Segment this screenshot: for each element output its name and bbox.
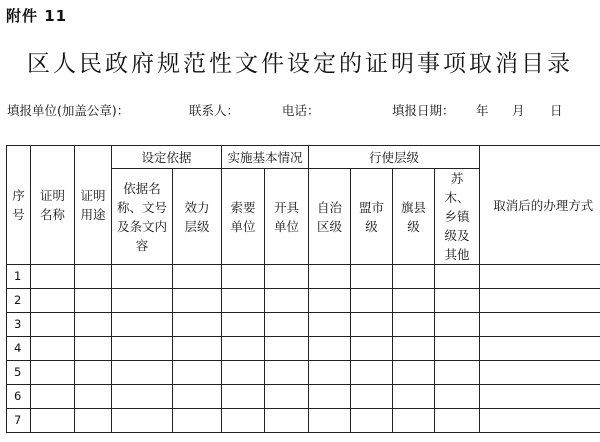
table-cell (265, 265, 309, 289)
table-cell (222, 337, 265, 361)
table-cell (173, 313, 222, 337)
table-cell (75, 409, 112, 433)
header-banner: 旗县级 (393, 169, 435, 265)
table-row (7, 337, 600, 361)
table-cell (75, 337, 112, 361)
header-town: 苏木、乡镇级及其他 (435, 169, 480, 265)
table-cell (75, 361, 112, 385)
table-cell (393, 289, 435, 313)
table-cell (393, 361, 435, 385)
header-group-impl: 实施基本情况 (222, 146, 309, 169)
row-number: 2 (7, 289, 31, 313)
table-cell (265, 313, 309, 337)
header-issue: 开具单位 (265, 169, 309, 265)
table-cell (31, 289, 75, 313)
table-cell (393, 313, 435, 337)
table-cell (173, 265, 222, 289)
table-cell (31, 313, 75, 337)
table-cell (309, 361, 351, 385)
table-row (7, 313, 600, 337)
table-cell (222, 385, 265, 409)
table-cell (309, 289, 351, 313)
table-cell (265, 337, 309, 361)
catalog-table (6, 145, 600, 433)
table-row (7, 385, 600, 409)
header-name: 证明名称 (31, 146, 75, 265)
attachment-label: 附件 11 (6, 7, 68, 25)
row-number: 3 (7, 313, 31, 337)
header-group-level: 行使层级 (309, 146, 480, 169)
table-cell (173, 385, 222, 409)
table-cell (75, 313, 112, 337)
info-unit: 填报单位(加盖公章)： (7, 103, 130, 118)
header-use: 证明用途 (75, 146, 112, 265)
row-number: 5 (7, 361, 31, 385)
table-cell (393, 337, 435, 361)
table-cell (75, 385, 112, 409)
table-cell (173, 409, 222, 433)
header-region: 自治区级 (309, 169, 351, 265)
table-cell (75, 265, 112, 289)
header-seq: 序号 (7, 146, 31, 265)
table-cell (351, 361, 393, 385)
page-title: 区人民政府规范性文件设定的证明事项取消目录 (27, 51, 573, 77)
info-contact: 联系人： (189, 103, 240, 118)
table-cell (393, 265, 435, 289)
table-cell (265, 361, 309, 385)
table-row (7, 265, 600, 289)
table-cell (480, 361, 600, 385)
table-cell (75, 289, 112, 313)
table-cell (393, 409, 435, 433)
info-month: 月 (512, 103, 525, 118)
table-cell (31, 385, 75, 409)
table-cell (480, 337, 600, 361)
table-cell (265, 289, 309, 313)
table-cell (309, 337, 351, 361)
table-cell (480, 289, 600, 313)
table-cell (480, 313, 600, 337)
table-cell (112, 289, 173, 313)
header-group-basis: 设定依据 (112, 146, 222, 169)
table-cell (222, 313, 265, 337)
table-cell (480, 265, 600, 289)
table-row (7, 409, 600, 433)
table-cell (480, 385, 600, 409)
table-cell (31, 337, 75, 361)
table-cell (309, 265, 351, 289)
table-cell (112, 313, 173, 337)
header-effect: 效力层级 (173, 169, 222, 265)
table-cell (309, 313, 351, 337)
row-number: 7 (7, 409, 31, 433)
table-cell (435, 265, 480, 289)
table-cell (435, 385, 480, 409)
table-cell (351, 313, 393, 337)
table-cell (265, 385, 309, 409)
table-cell (222, 409, 265, 433)
row-number: 4 (7, 337, 31, 361)
table-cell (173, 337, 222, 361)
table-cell (222, 289, 265, 313)
table-cell (435, 361, 480, 385)
table-cell (173, 361, 222, 385)
info-date-label: 填报日期： (392, 103, 455, 118)
info-year: 年 (476, 103, 489, 118)
row-number: 6 (7, 385, 31, 409)
table-cell (351, 337, 393, 361)
table-cell (435, 337, 480, 361)
table-cell (393, 385, 435, 409)
table-cell (351, 409, 393, 433)
table-cell (351, 265, 393, 289)
table-row (7, 289, 600, 313)
table-cell (480, 409, 600, 433)
table-cell (112, 361, 173, 385)
header-basis-doc: 依据名称、文号及条文内容 (112, 169, 173, 265)
table-cell (309, 409, 351, 433)
table-cell (435, 289, 480, 313)
table-cell (351, 289, 393, 313)
table-cell (222, 265, 265, 289)
table-cell (31, 265, 75, 289)
table-cell (31, 409, 75, 433)
table-cell (173, 289, 222, 313)
row-number: 1 (7, 265, 31, 289)
table-cell (112, 385, 173, 409)
table-cell (222, 361, 265, 385)
table-row (7, 361, 600, 385)
table-cell (112, 337, 173, 361)
table-cell (31, 361, 75, 385)
table-cell (112, 265, 173, 289)
table-cell (265, 409, 309, 433)
header-league: 盟市级 (351, 169, 393, 265)
info-phone: 电话： (282, 103, 320, 118)
header-req: 索要单位 (222, 169, 265, 265)
table-cell (435, 409, 480, 433)
table-cell (309, 385, 351, 409)
header-after: 取消后的办理方式 (480, 146, 600, 265)
table-cell (351, 385, 393, 409)
table-cell (112, 409, 173, 433)
table-cell (435, 313, 480, 337)
info-day: 日 (550, 103, 563, 118)
